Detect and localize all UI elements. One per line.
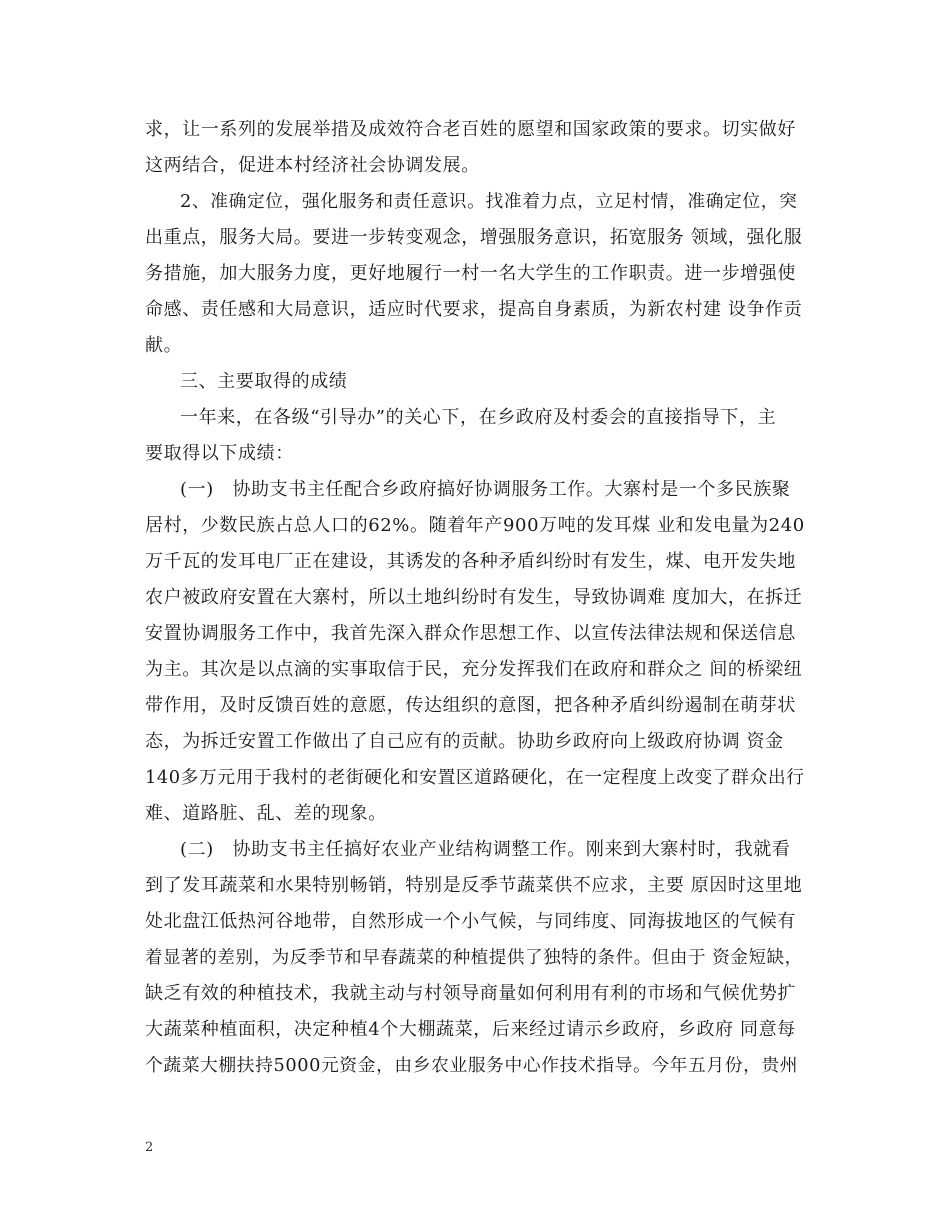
text-line: (一) 协助支书主任配合乡政府搞好协调服务工作。大寨村是一个多民族聚 — [180, 479, 791, 500]
text-line: 这两结合，促进本村经济社会协调发展。 — [145, 155, 480, 176]
text-line: 居村，少数民族占总人口的62%。随着年产900万吨的发耳煤 业和发电量为240 — [145, 515, 805, 536]
text-line: 2、准确定位，强化服务和责任意识。找准着力点，立足村情，准确定位，突 — [180, 192, 798, 212]
page-number: 2 — [145, 1140, 154, 1155]
text-line: 为主。其次是以点滴的实事取信于民，充分发挥我们在政府和群众之 间的桥梁纽 — [145, 659, 803, 680]
text-line: 大蔬菜种植面积，决定种植4个大棚蔬菜，后来经过请示乡政府，乡政府 同意每 — [145, 1019, 796, 1040]
text-line: 安置协调服务工作中，我首先深入群众作思想工作、以宣传法律法规和保送信息 — [145, 623, 796, 644]
text-line: 处北盘江低热河谷地带，自然形成一个小气候，与同纬度、同海拔地区的气候有 — [145, 911, 796, 932]
text-line: 带作用，及时反馈百姓的意愿，传达组织的意图，把各种矛盾纠纷遏制在萌芽状 — [145, 695, 796, 716]
text-line: 个蔬菜大棚扶持5000元资金，由乡农业服务中心作技术指导。今年五月份，贵州 — [145, 1056, 799, 1076]
text-line: 难、道路脏、乱、差的现象。 — [145, 803, 387, 824]
text-line: 求，让一系列的发展举措及成效符合老百姓的愿望和国家政策的要求。切实做好 — [145, 119, 796, 140]
text-line: 到了发耳蔬菜和水果特别畅销，特别是反季节蔬菜供不应求，主要 原因时这里地 — [145, 875, 803, 896]
text-line: 三、主要取得的成绩 — [180, 371, 348, 392]
text-line: 务措施，加大服务力度，更好地履行一村一名大学生的工作职责。进一步增强使 — [145, 263, 796, 284]
text-line: 献。 — [145, 335, 183, 356]
text-line: 出重点，服务大局。要进一步转变观念，增强服务意识，拓宽服务 领域，强化服 — [145, 227, 803, 248]
text-line: 要取得以下成绩： — [145, 443, 294, 464]
text-line: 一年来，在各级“引导办”的关心下，在乡政府及村委会的直接指导下，主 — [180, 407, 777, 428]
text-line: 万千瓦的发耳电厂正在建设，其诱发的各种矛盾纠纷时有发生，煤、电开发失地 — [145, 551, 796, 572]
text-line: 140多万元用于我村的老街硬化和安置区道路硬化，在一定程度上改变了群众出行 — [145, 768, 805, 788]
text-line: 着显著的差别，为反季节和早春蔬菜的种植提供了独特的条件。但由于 资金短缺， — [145, 948, 803, 968]
text-line: (二) 协助支书主任搞好农业产业结构调整工作。刚来到大寨村时，我就看 — [180, 839, 791, 860]
text-line: 态，为拆迁安置工作做出了自己应有的贡献。协助乡政府向上级政府协调 资金 — [145, 731, 784, 752]
text-line: 命感、责任感和大局意识，适应时代要求，提高自身素质，为新农村建 设争作贡 — [145, 299, 803, 320]
text-line: 缺乏有效的种植技术，我就主动与村领导商量如何利用有利的市场和气候优势扩 — [145, 983, 796, 1004]
text-line: 农户被政府安置在大寨村，所以土地纠纷时有发生，导致协调难 度加大，在拆迁 — [145, 587, 803, 608]
